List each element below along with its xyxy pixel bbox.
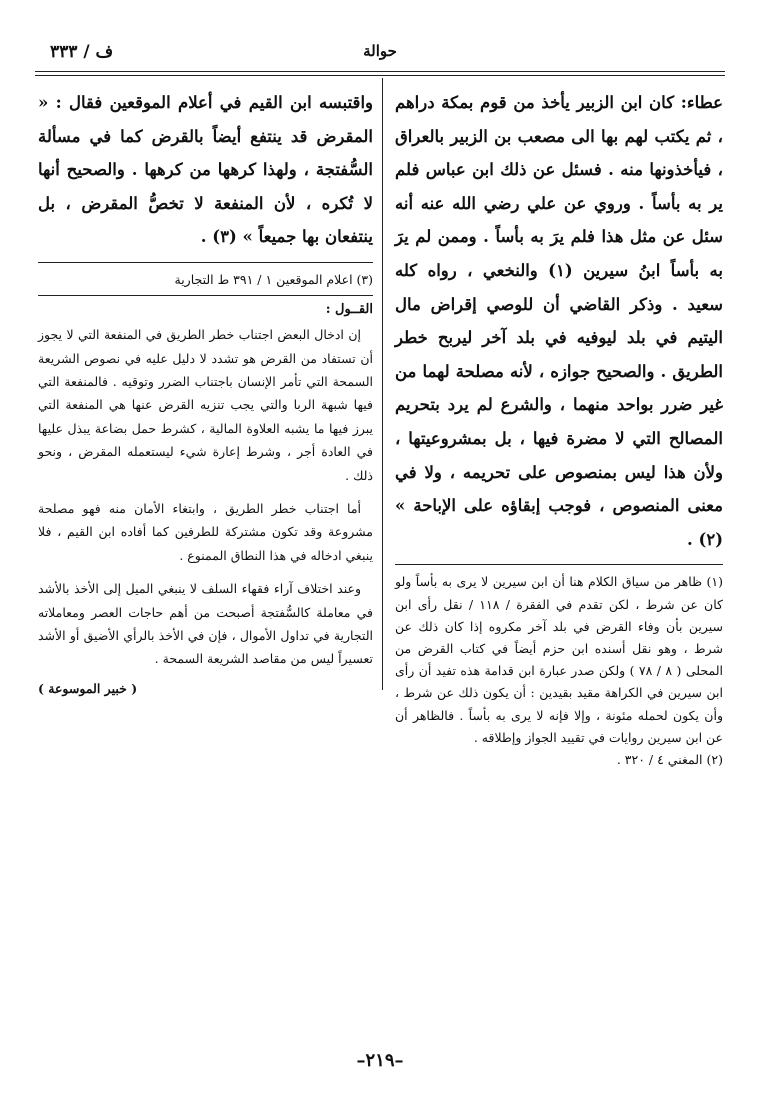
commentary-heading: القــول : — [325, 302, 373, 318]
commentary-paragraph: إن ادخال البعض اجتناب خطر الطريق في المنفعة التي لا يجوز أن تستفاد من القرض هو تشدد لا دليل عليه في نصوص الشريعة السمحة التي تأمر الإنسان باجتناب الضرر وتوقيه . فالمنفعة التي فيها شبهة الربا والتي يجب تنزيه القرض عنها هي المنفعة التي يبرز فيها ما يشبه العلاوة المالية ، كشرط حمل بضاعة يبذل عليها في العادة أجر ، وشرط إعارة شيء ليستعمله المقرض ، ونحو ذلك . — [38, 327, 373, 483]
left-column — [38, 86, 373, 696]
footnote-2: (٢) المغني ٤ / ٣٢٠ . — [616, 751, 723, 767]
left-footnote — [38, 262, 373, 296]
footnote-1: (١) ظاهر من سياق الكلام هنا أن ابن سيرين لا يرى به بأساً ولو كان عن شرط ، لكن تقدم في الفقرة / ١١٨ / نقل رأى ابن سيرين بأن وفاء القرض في بلد آخر مكروه إذا كان ذلك عن شرط ، وهو نقل أسنده ابن حزم أيضاً في كتاب القرض من المحلى ( ٨ / ٧٨ ) ولكن صدر عبارة ابن قدامة هذه تفيد أن رأى ابن سيرين في الكراهة مقيد بقيدين : أن يكون ذلك عن شرط ، وأن يكون لحمله مئونة ، وإلا فإنه لا يرى به بأساً . فالظاهر أن عن ابن سيرين روايات في تقييد الجواز وإطلاقه . — [395, 574, 723, 745]
footnote-separator — [38, 262, 373, 263]
footnote-3: (٣) اعلام الموقعين ١ / ٣٩١ ط التجارية — [174, 271, 373, 287]
right-column — [395, 86, 723, 771]
footnote-separator — [38, 295, 373, 296]
header-rule-top — [35, 71, 725, 72]
column-divider — [382, 78, 383, 690]
section-code: ف / ٣٣٣ — [50, 42, 114, 62]
author-signature: ( خبير الموسوعة ) — [38, 680, 138, 696]
right-main-paragraph: عطاء: كان ابن الزبير يأخذ من قوم بمكة دراهم ، ثم يكتب لهم بها الى مصعب بن الزبير بالعراق ، فيأخذونها منه . فسئل عن ذلك ابن عباس فلم ير به بأساً . وروي عن علي رضي الله عنه أنه سئل عن مثل هذا فلم يرَ به بأساً . وممن لم يرَ به بأساً ابنُ سيرين (١) والنخعي ، رواه كله سعيد . وذكر القاضي أن للوصي إقراض مال اليتيم في بلد ليوفيه في بلد آخر ليربح خطر الطريق . والصحيح جوازه ، لأنه مصلحة لهما من غير ضرر بواحد منهما ، والشرع لم يرد بتحريم المصالح التي لا مضرة فيها ، بل بمشروعيتها ، ولأن هذا ليس بمنصوص على تحريمه ، ولا في معنى المنصوص ، فوجب إبقاؤه على الإباحة » (٢) . — [395, 93, 723, 549]
left-main-paragraph: واقتبسه ابن القيم في أعلام الموقعين فقال : « المقرض قد ينتفع أيضاً بالقرض كما في مسألة السُّفتجة ، ولهذا كرهها من كرهها . والصحيح أنها لا تُكره ، لأن المنفعة لا تخصُّ المقرض ، بل ينتفعان بها جميعاً » (٣) . — [38, 93, 373, 247]
commentary-paragraph: أما اجتناب خطر الطريق ، وابتغاء الأمان منه فهو مصلحة مشروعة وقد تكون مشتركة للطرفين كما أفاده ابن القيم ، فلا ينبغي ادخاله في هذا النطاق الممنوع . — [38, 501, 373, 563]
footnote-separator — [395, 564, 723, 565]
page-header — [40, 42, 720, 68]
commentary-paragraph: وعند اختلاف آراء فقهاء السلف لا ينبغي الميل إلى الأخذ بالأشد في معاملة كالسُّفتجة أصبحت من أهم حاجات العصر ومعاملاته التجارية في تداول الأموال ، فإن في الأخذ بالرأي الأضيق أو الأشد تعسيراً ليس من مقاصد الشريعة السمحة . — [38, 581, 373, 667]
running-title: حوالة — [363, 42, 397, 60]
page-number: –٢١٩– — [356, 1050, 404, 1071]
header-rule-bottom — [35, 75, 725, 76]
right-footnotes — [395, 564, 723, 771]
